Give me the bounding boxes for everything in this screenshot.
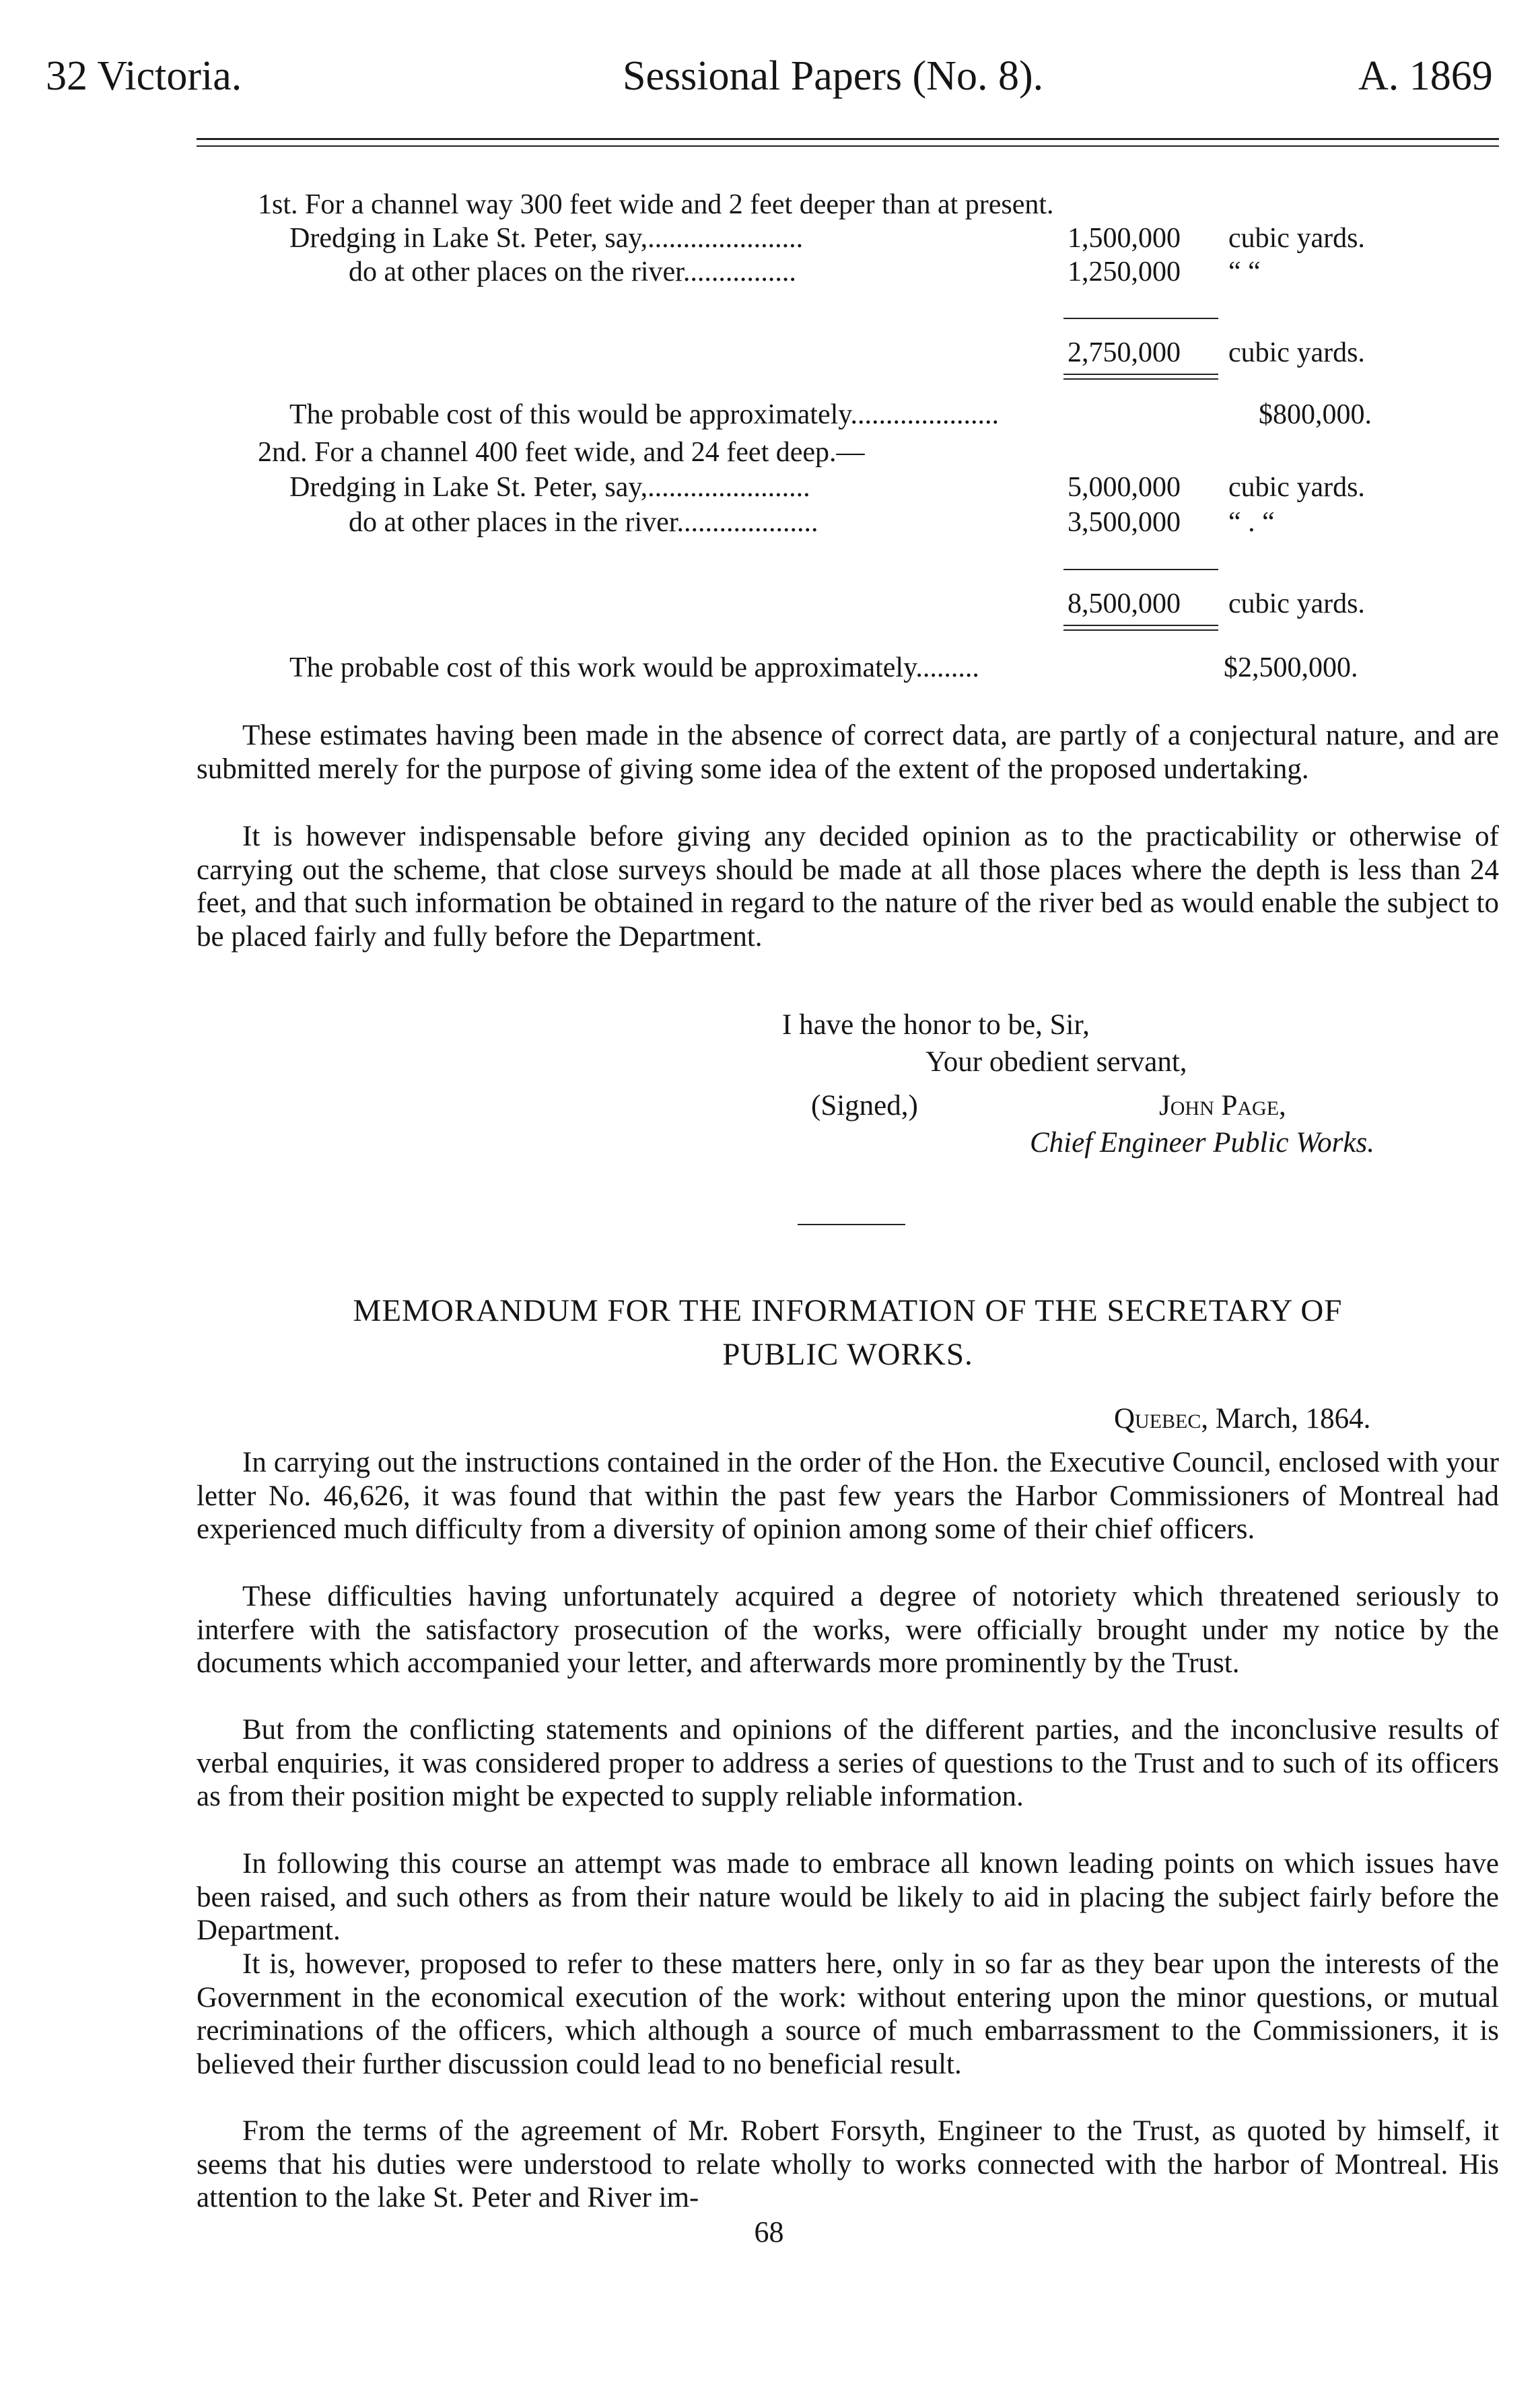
- letter-paragraph-2: It is however indispensable before giving any decided opinion as to the practicability or otherwise of carrying out the scheme, that close surveys should be made at all those places where the depth is less than 24 feet, and that such information be obtained in regard to the nature of the river bed as would enable the subject to be placed fairly and fully before the Department.: [197, 821, 1499, 953]
- estimate-2-row-2-label: do at other places in the river....................: [349, 507, 818, 538]
- header-session: 32 Victoria.: [46, 53, 242, 99]
- estimate-2-row-1-label: Dredging in Lake St. Peter, say,.......................: [289, 472, 810, 503]
- estimate-1-cost: $800,000.: [1259, 399, 1372, 430]
- estimate-1-total-unit: cubic yards.: [1228, 337, 1365, 368]
- estimate-2-sum-line: [1063, 569, 1218, 570]
- section-separator: [798, 1224, 905, 1225]
- page-number: 68: [754, 2215, 784, 2248]
- estimate-2-row-2-unit: “ . “: [1228, 507, 1275, 538]
- estimate-1-row-1-unit: cubic yards.: [1228, 223, 1365, 254]
- estimate-1-cost-label: The probable cost of this would be approximately.....................: [289, 399, 1000, 430]
- estimate-2-total: 8,500,000: [1068, 588, 1181, 619]
- memo-paragraph-3: But from the conflicting statements and opinions of the different parties, and the inconclusive results of verbal enquiries, it was considered proper to address a series of questions to the Trust and to such of its officers as from their position might be expected to supply reliable information.: [197, 1714, 1499, 1812]
- estimate-2-cost: $2,500,000.: [1224, 652, 1358, 683]
- closing-salutation: I have the honor to be, Sir,: [782, 1009, 1090, 1041]
- estimate-1-row-1-label: Dredging in Lake St. Peter, say,......................: [289, 223, 804, 254]
- memo-paragraph-2: These difficulties having unfortunately acquired a degree of notoriety which threatened seriously to interfere with the satisfactory prosecution of the works, were officially brought under my notice by the documents which accompanied your letter, and afterwards more prominently by the Trust.: [197, 1581, 1499, 1679]
- estimate-2-row-1-unit: cubic yards.: [1228, 472, 1365, 503]
- closing-title: Chief Engineer Public Works.: [1030, 1127, 1374, 1159]
- estimate-2-heading: 2nd. For a channel 400 feet wide, and 24 feet deep.—: [258, 437, 865, 468]
- estimate-1-row-2-unit: “ “: [1228, 256, 1261, 287]
- letter-paragraph-1: These estimates having been made in the absence of correct data, are partly of a conjectural nature, and are submitted merely for the purpose of giving some idea of the extent of the proposed undertaking.: [197, 720, 1499, 785]
- estimate-2-row-1-amount: 5,000,000: [1068, 472, 1181, 503]
- memo-paragraph-1: In carrying out the instructions contained in the order of the Hon. the Executive Council, enclosed with your letter No. 46,626, it was found that within the past few years the Harbor Commissioners of Montreal had experienced much difficulty from a diversity of opinion among some of their chief officers.: [197, 1447, 1499, 1545]
- closing-servant: Your obedient servant,: [925, 1046, 1187, 1078]
- estimate-2-row-2-amount: 3,500,000: [1068, 507, 1181, 538]
- estimate-2-total-underline-1: [1063, 625, 1218, 626]
- header-rule-bottom: [197, 145, 1499, 147]
- estimate-2-cost-label: The probable cost of this work would be approximately.........: [289, 652, 979, 683]
- memo-paragraph-6: From the terms of the agreement of Mr. Robert Forsyth, Engineer to the Trust, as quoted by himself, it seems that his duties were understood to relate wholly to works connected with the harbor of Montreal. His attention to the lake St. Peter and River im-: [197, 2115, 1499, 2213]
- estimate-1-total-underline-1: [1063, 374, 1218, 375]
- closing-signed: (Signed,): [811, 1090, 918, 1122]
- memo-date: March, 1864.: [1215, 1403, 1371, 1435]
- estimate-2-total-underline-2: [1063, 629, 1218, 631]
- memo-paragraph-5: It is, however, proposed to refer to these matters here, only in so far as they bear upon the interests of the Government in the economical execution of the work: without entering upon the minor questions, or mutual recriminations of the officers, which although a source of much embarrassment to the Commissioners, it is believed their further discussion could lead to no beneficial result.: [197, 1948, 1499, 2080]
- estimate-1-sum-line: [1063, 318, 1218, 319]
- estimate-1-row-2-label: do at other places on the river................: [349, 256, 796, 287]
- header-rule-top: [197, 138, 1499, 140]
- estimate-1-row-1-amount: 1,500,000: [1068, 223, 1181, 254]
- memo-paragraph-4: In following this course an attempt was made to embrace all known leading points on which issues have been raised, and such others as from their nature would be likely to aid in placing the subject fairly before the Department.: [197, 1848, 1499, 1946]
- memo-title-line-1: MEMORANDUM FOR THE INFORMATION OF THE SECRETARY OF: [353, 1293, 1343, 1328]
- estimate-1-total-underline-2: [1063, 378, 1218, 380]
- header-year: A. 1869: [1358, 53, 1493, 99]
- header-title: Sessional Papers (No. 8).: [623, 53, 1044, 99]
- memo-title-line-2: PUBLIC WORKS.: [722, 1337, 973, 1372]
- estimate-1-row-2-amount: 1,250,000: [1068, 256, 1181, 287]
- memo-dateline: [1114, 1402, 1370, 1435]
- running-header: [0, 53, 1538, 106]
- estimate-1-total: 2,750,000: [1068, 337, 1181, 368]
- closing-name: John Page,: [1159, 1090, 1286, 1122]
- estimate-2-total-unit: cubic yards.: [1228, 588, 1365, 619]
- memo-place: Quebec,: [1114, 1403, 1209, 1435]
- estimate-1-heading: 1st. For a channel way 300 feet wide and 2 feet deeper than at present.: [258, 189, 1054, 220]
